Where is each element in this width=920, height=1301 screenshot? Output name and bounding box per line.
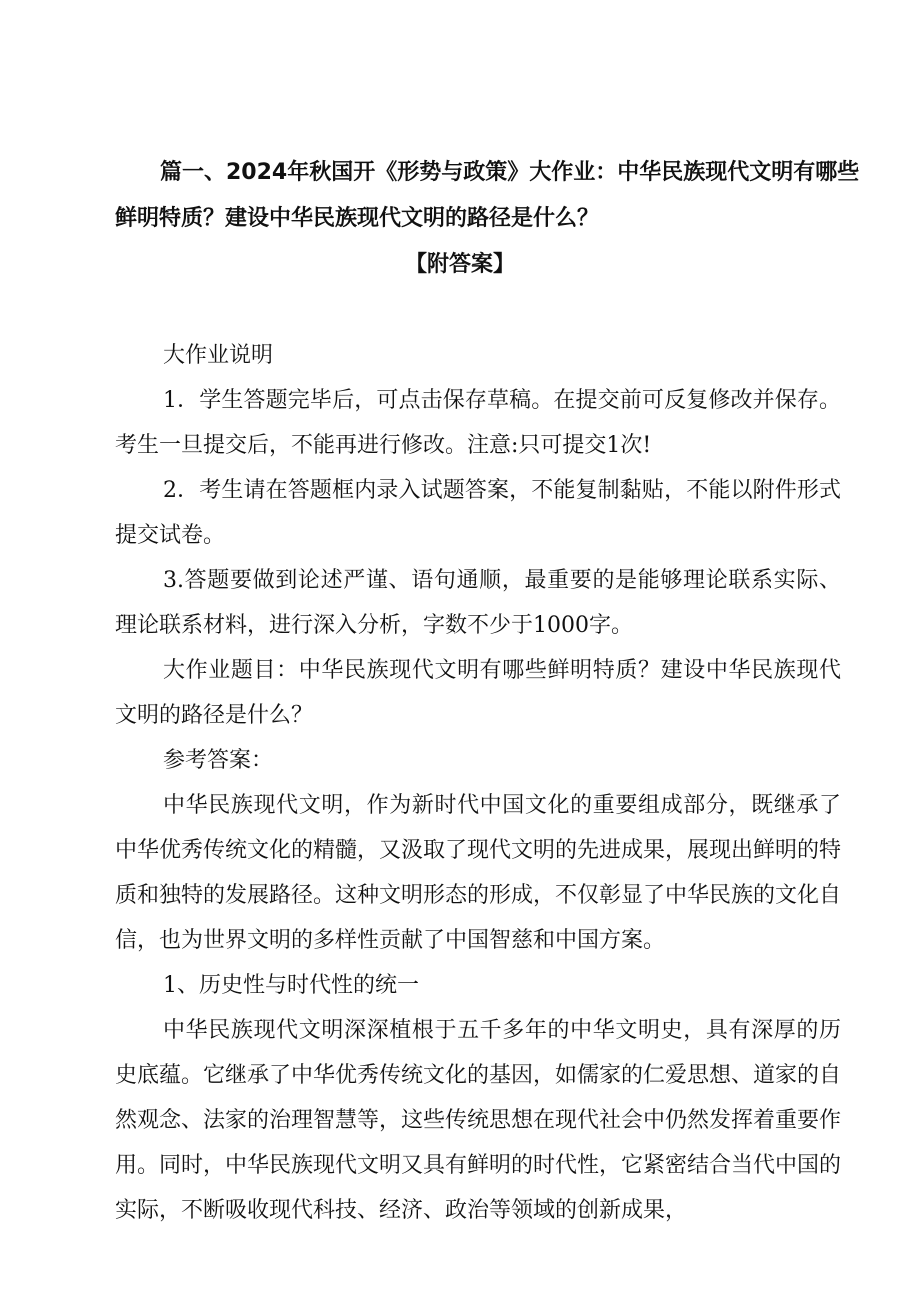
- title-line-2: 鲜明特质？建设中华民族现代文明的路径是什么？: [115, 206, 600, 231]
- title-answer-note: 【附答案】: [404, 252, 515, 277]
- title-line-1: 篇一、2024年秋国开《形势与政策》大作业：中华民族现代文明有哪些: [160, 160, 860, 185]
- instruction-item-3: 3.答题要做到论述严谨、语句通顺，最重要的是能够理论联系实际、理论联系材料，进行深入分析，字数不少于1000字。: [115, 568, 841, 638]
- answer-point-paragraph-1: 中华民族现代文明深深植根于五千多年的中华文明史，具有深厚的历史底蕴。它继承了中华优秀传统文化的基因，如儒家的仁爱思想、道家的自然观念、法家的治理智慧等，这些传统思想在现代社会中仍然发挥着重要作用。同时，中华民族现代文明又具有鲜明的时代性，它紧密结合当代中国的实际，不断吸收现代科技、经济、政治等领域的创新成果，: [115, 1018, 842, 1223]
- document-title: [0, 150, 920, 288]
- instruction-item-2: 2．考生请在答题框内录入试题答案，不能复制黏贴，不能以附件形式提交试卷。: [115, 478, 841, 548]
- section-heading-instructions: 大作业说明: [163, 343, 274, 368]
- answer-intro-paragraph: 中华民族现代文明，作为新时代中国文化的重要组成部分，既继承了中华优秀传统文化的精髓，又汲取了现代文明的先进成果，展现出鲜明的特质和独特的发展路径。这种文明形态的形成，不仅彰显了中华民族的文化自信，也为世界文明的多样性贡献了中国智慈和中国方案。: [115, 793, 842, 953]
- document-body: [115, 333, 841, 1233]
- answer-point-heading-1: 1、历史性与时代性的统一: [163, 973, 419, 998]
- assignment-question: 大作业题目：中华民族现代文明有哪些鲜明特质？建设中华民族现代文明的路径是什么？: [115, 658, 841, 728]
- instruction-item-1: 1．学生答题完毕后，可点击保存草稿。在提交前可反复修改并保存。考生一旦提交后，不能再进行修改。注意:只可提交1次!: [115, 388, 841, 458]
- section-heading-answer: 参考答案：: [163, 748, 274, 773]
